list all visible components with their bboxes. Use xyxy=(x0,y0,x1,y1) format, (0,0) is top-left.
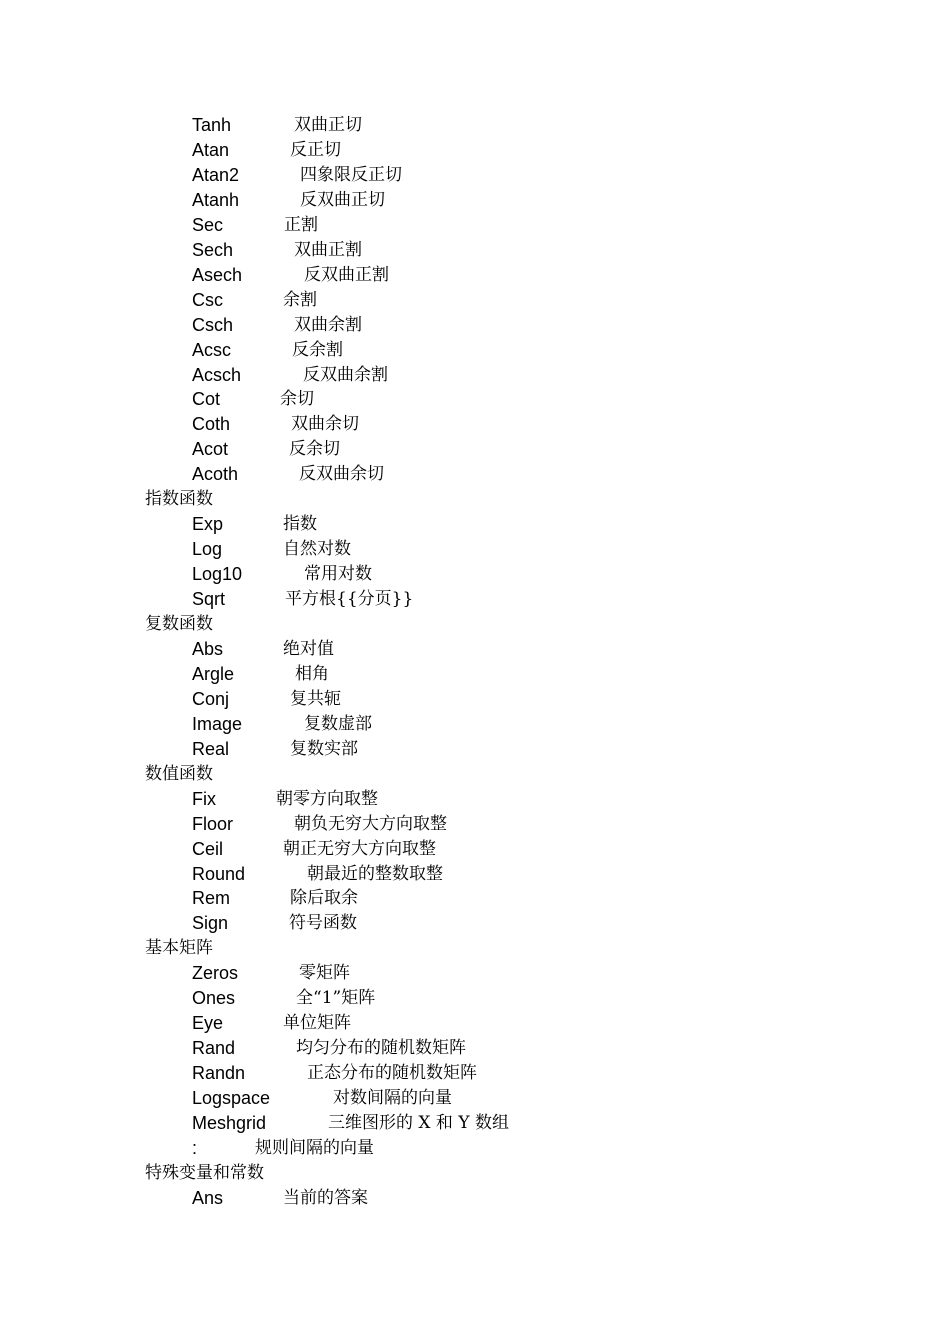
function-name: Fix xyxy=(192,788,216,809)
function-description: 平方根{{分页}} xyxy=(285,589,414,610)
function-description: 反双曲余割 xyxy=(303,364,388,385)
function-name: Randn xyxy=(192,1063,246,1084)
function-name: Round xyxy=(192,863,246,884)
function-description: 全“1”矩阵 xyxy=(296,988,376,1009)
function-description: 余切 xyxy=(280,389,314,410)
function-entry-csch xyxy=(0,313,950,338)
function-entry-fix xyxy=(0,787,950,812)
function-description: 反双曲正割 xyxy=(304,264,389,285)
function-entry-tanh xyxy=(0,113,950,138)
function-entry-atan xyxy=(0,138,950,163)
function-name: Csch xyxy=(192,314,234,335)
section-heading: 数值函数 xyxy=(145,763,213,784)
function-name: Argle xyxy=(192,663,235,684)
function-entry-csc xyxy=(0,288,950,313)
function-entry-logspace xyxy=(0,1086,950,1111)
section-heading: 基本矩阵 xyxy=(145,938,213,959)
function-name: Exp xyxy=(192,514,224,535)
function-name: Atan xyxy=(192,139,230,160)
function-description: 反正切 xyxy=(290,139,341,160)
function-name: Atan2 xyxy=(192,164,240,185)
function-description: 双曲正切 xyxy=(294,115,362,135)
function-description: 符号函数 xyxy=(289,913,357,934)
function-description: 朝零方向取整 xyxy=(276,788,378,809)
function-entry-sqrt xyxy=(0,587,950,612)
function-entry-acoth xyxy=(0,462,950,487)
section-heading-row xyxy=(0,612,950,637)
section-heading-row xyxy=(0,762,950,787)
function-name: Abs xyxy=(192,638,224,659)
function-description: 指数 xyxy=(283,514,317,535)
function-description: 复数虚部 xyxy=(304,713,372,734)
function-name: Ones xyxy=(192,988,236,1009)
function-entry-log xyxy=(0,537,950,562)
function-entry-argle xyxy=(0,662,950,687)
function-name: Ans xyxy=(192,1187,224,1208)
function-description: 单位矩阵 xyxy=(283,1013,351,1034)
function-description: 反双曲余切 xyxy=(299,464,384,485)
function-entry-real xyxy=(0,737,950,762)
function-name: Real xyxy=(192,738,230,759)
function-entry-exp xyxy=(0,512,950,537)
function-entry-range xyxy=(0,1136,950,1161)
function-description: 朝负无穷大方向取整 xyxy=(294,813,447,834)
function-entry-sech xyxy=(0,238,950,263)
function-entry-randn xyxy=(0,1061,950,1086)
section-heading: 指数函数 xyxy=(145,489,213,510)
function-name: Ceil xyxy=(192,838,224,859)
function-name: Meshgrid xyxy=(192,1113,267,1133)
function-description: 自然对数 xyxy=(283,539,351,560)
function-entry-rand xyxy=(0,1036,950,1061)
function-entry-acsch xyxy=(0,363,950,388)
function-entry-ones xyxy=(0,986,950,1011)
function-entry-asech xyxy=(0,263,950,288)
function-description: 对数间隔的向量 xyxy=(333,1088,452,1109)
function-entry-meshgrid xyxy=(0,1111,950,1136)
function-description: 正割 xyxy=(284,214,318,235)
function-entry-acsc xyxy=(0,338,950,363)
function-name: Tanh xyxy=(192,115,232,135)
function-entry-image xyxy=(0,712,950,737)
function-entry-atanh xyxy=(0,188,950,213)
function-entry-cot xyxy=(0,387,950,412)
function-name: : xyxy=(192,1137,198,1158)
function-name: Acsc xyxy=(192,339,232,360)
function-description: 相角 xyxy=(295,663,329,684)
function-entry-round xyxy=(0,862,950,887)
function-name: Rand xyxy=(192,1038,236,1059)
function-description: 朝最近的整数取整 xyxy=(307,863,443,884)
function-entry-atan2 xyxy=(0,163,950,188)
function-name: Sec xyxy=(192,214,224,235)
function-description: 反余切 xyxy=(289,439,340,460)
function-entry-ans xyxy=(0,1186,950,1211)
function-description: 反余割 xyxy=(292,339,343,360)
function-name: Atanh xyxy=(192,189,240,210)
function-description: 当前的答案 xyxy=(283,1187,368,1208)
function-description: 余割 xyxy=(283,289,317,310)
function-name: Eye xyxy=(192,1013,224,1034)
function-description: 双曲余割 xyxy=(294,314,362,335)
function-name: Acoth xyxy=(192,464,239,485)
section-heading-row xyxy=(0,487,950,512)
function-name: Rem xyxy=(192,888,231,909)
function-name: Conj xyxy=(192,688,230,709)
function-description: 绝对值 xyxy=(283,638,334,659)
function-name: Image xyxy=(192,713,243,734)
function-description: 双曲余切 xyxy=(291,414,359,435)
function-name: Log xyxy=(192,539,223,560)
function-description: 双曲正割 xyxy=(294,239,362,260)
function-description: 反双曲正切 xyxy=(300,189,385,210)
function-entry-sign xyxy=(0,911,950,936)
function-entry-ceil xyxy=(0,837,950,862)
function-name: Floor xyxy=(192,813,234,834)
function-description: 朝正无穷大方向取整 xyxy=(283,838,436,859)
section-heading-row xyxy=(0,1161,950,1186)
function-entry-acot xyxy=(0,437,950,462)
function-entry-log10 xyxy=(0,562,950,587)
function-entry-coth xyxy=(0,412,950,437)
function-entry-floor xyxy=(0,812,950,837)
section-heading-row xyxy=(0,936,950,961)
function-description: 规则间隔的向量 xyxy=(255,1137,374,1158)
function-name: Sign xyxy=(192,913,229,934)
function-entry-eye xyxy=(0,1011,950,1036)
section-heading: 特殊变量和常数 xyxy=(145,1162,264,1183)
function-entry-zeros xyxy=(0,961,950,986)
function-name: Cot xyxy=(192,389,221,410)
function-description: 三维图形的 X 和 Y 数组 xyxy=(328,1113,509,1133)
function-name: Log10 xyxy=(192,564,243,585)
function-name: Sech xyxy=(192,239,234,260)
function-entry-sec xyxy=(0,213,950,238)
function-name: Logspace xyxy=(192,1088,271,1109)
function-description: 四象限反正切 xyxy=(300,164,402,185)
function-name: Csc xyxy=(192,289,223,310)
function-name: Zeros xyxy=(192,963,239,984)
function-name: Acsch xyxy=(192,364,242,385)
function-entry-rem xyxy=(0,886,950,911)
function-description: 正态分布的随机数矩阵 xyxy=(307,1063,477,1084)
function-entry-abs xyxy=(0,637,950,662)
function-description: 复数实部 xyxy=(290,738,358,759)
function-description: 除后取余 xyxy=(290,888,358,909)
section-heading: 复数函数 xyxy=(145,614,213,634)
function-name: Coth xyxy=(192,414,231,435)
function-description: 零矩阵 xyxy=(299,963,350,984)
function-name: Asech xyxy=(192,264,243,285)
function-description: 复共轭 xyxy=(290,688,341,709)
function-entry-conj xyxy=(0,687,950,712)
function-name: Acot xyxy=(192,439,229,460)
function-name: Sqrt xyxy=(192,589,226,610)
function-description: 均匀分布的随机数矩阵 xyxy=(296,1038,466,1059)
function-description: 常用对数 xyxy=(304,564,372,585)
